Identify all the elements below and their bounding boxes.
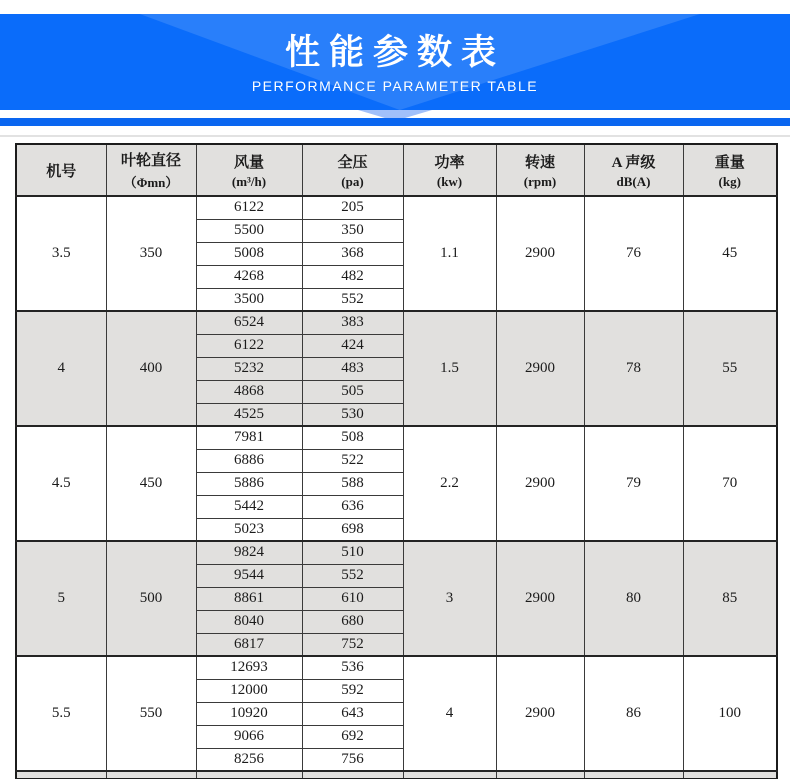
cell-noise: 86 <box>584 656 683 771</box>
cell-speed: 2900 <box>496 311 584 426</box>
column-header-diameter <box>106 144 196 196</box>
cell-diameter: 500 <box>106 541 196 656</box>
cell-pressure: 698 <box>302 518 403 541</box>
column-header-name: 风量 <box>233 154 264 171</box>
cell-pressure: 508 <box>302 426 403 449</box>
cell-diameter: 350 <box>106 196 196 311</box>
cell-pressure: 610 <box>302 587 403 610</box>
cell-partial <box>16 771 106 779</box>
cell-flow: 3500 <box>196 288 302 311</box>
column-header-name: 重量 <box>714 154 745 171</box>
table-row-partial <box>16 771 777 779</box>
cell-pressure: 636 <box>302 495 403 518</box>
cell-flow: 12693 <box>196 656 302 679</box>
cell-flow: 5500 <box>196 219 302 242</box>
cell-flow: 12000 <box>196 679 302 702</box>
cell-flow: 10920 <box>196 702 302 725</box>
cell-pressure: 552 <box>302 564 403 587</box>
cell-pressure: 752 <box>302 633 403 656</box>
column-header-flow <box>196 144 302 196</box>
cell-flow: 4525 <box>196 403 302 426</box>
cell-noise: 79 <box>584 426 683 541</box>
cell-partial <box>196 771 302 779</box>
cell-model: 5.5 <box>16 656 106 771</box>
cell-pressure: 756 <box>302 748 403 771</box>
column-header-speed <box>496 144 584 196</box>
scan-artifact-line <box>0 135 790 137</box>
table-row <box>16 311 777 334</box>
cell-pressure: 350 <box>302 219 403 242</box>
cell-noise: 78 <box>584 311 683 426</box>
column-header-unit: （Φmn） <box>123 175 179 190</box>
column-header-name: 全压 <box>337 154 368 171</box>
table-row <box>16 541 777 564</box>
column-header-weight <box>683 144 777 196</box>
column-header-pressure <box>302 144 403 196</box>
column-header-unit: (pa) <box>341 173 364 189</box>
cell-flow: 6524 <box>196 311 302 334</box>
column-header-unit: (m³/h) <box>231 173 267 189</box>
cell-flow: 6886 <box>196 449 302 472</box>
cell-pressure: 482 <box>302 265 403 288</box>
page-subtitle: PERFORMANCE PARAMETER TABLE <box>251 77 539 94</box>
cell-flow: 9544 <box>196 564 302 587</box>
cell-weight: 55 <box>683 311 777 426</box>
cell-partial <box>683 771 777 779</box>
cell-flow: 5023 <box>196 518 302 541</box>
cell-speed: 2900 <box>496 426 584 541</box>
cell-weight: 85 <box>683 541 777 656</box>
cell-power: 1.5 <box>403 311 496 426</box>
column-header-unit: (rpm) <box>523 173 557 189</box>
cell-diameter: 400 <box>106 311 196 426</box>
cell-flow: 6122 <box>196 196 302 219</box>
cell-flow: 5442 <box>196 495 302 518</box>
column-header-power <box>403 144 496 196</box>
cell-model: 3.5 <box>16 196 106 311</box>
performance-table-head <box>16 144 777 196</box>
cell-pressure: 552 <box>302 288 403 311</box>
cell-diameter: 550 <box>106 656 196 771</box>
cell-speed: 2900 <box>496 196 584 311</box>
page-title: 性能参数表 <box>284 33 505 72</box>
cell-partial <box>302 771 403 779</box>
cell-pressure: 205 <box>302 196 403 219</box>
column-header-unit: (kg) <box>718 173 741 189</box>
cell-power: 1.1 <box>403 196 496 311</box>
cell-flow: 7981 <box>196 426 302 449</box>
cell-model: 4 <box>16 311 106 426</box>
cell-pressure: 592 <box>302 679 403 702</box>
column-header-unit: dB(A) <box>616 173 651 189</box>
cell-speed: 2900 <box>496 541 584 656</box>
column-header-name: 功率 <box>434 154 465 171</box>
cell-pressure: 424 <box>302 334 403 357</box>
cell-flow: 8256 <box>196 748 302 771</box>
cell-partial <box>403 771 496 779</box>
column-header-name: 转速 <box>524 154 555 171</box>
table-row <box>16 656 777 679</box>
performance-table <box>15 143 778 779</box>
cell-weight: 100 <box>683 656 777 771</box>
cell-pressure: 505 <box>302 380 403 403</box>
cell-power: 4 <box>403 656 496 771</box>
cell-partial <box>584 771 683 779</box>
cell-pressure: 510 <box>302 541 403 564</box>
cell-flow: 5886 <box>196 472 302 495</box>
cell-flow: 9066 <box>196 725 302 748</box>
cell-pressure: 530 <box>302 403 403 426</box>
cell-flow: 4868 <box>196 380 302 403</box>
column-header-name: 机号 <box>46 163 77 180</box>
cell-noise: 80 <box>584 541 683 656</box>
column-header-noise <box>584 144 683 196</box>
cell-flow: 6817 <box>196 633 302 656</box>
cell-pressure: 588 <box>302 472 403 495</box>
cell-noise: 76 <box>584 196 683 311</box>
column-header-unit: (kw) <box>436 173 463 189</box>
cell-flow: 8861 <box>196 587 302 610</box>
cell-model: 4.5 <box>16 426 106 541</box>
cell-flow: 6122 <box>196 334 302 357</box>
cell-pressure: 536 <box>302 656 403 679</box>
cell-partial <box>106 771 196 779</box>
cell-power: 3 <box>403 541 496 656</box>
cell-diameter: 450 <box>106 426 196 541</box>
column-header-name: 叶轮直径 <box>120 153 181 169</box>
cell-pressure: 692 <box>302 725 403 748</box>
divider-bar <box>0 118 790 126</box>
table-row <box>16 196 777 219</box>
header-row <box>16 144 777 196</box>
cell-weight: 45 <box>683 196 777 311</box>
cell-flow: 5008 <box>196 242 302 265</box>
cell-flow: 5232 <box>196 357 302 380</box>
header-banner <box>0 14 790 110</box>
cell-pressure: 368 <box>302 242 403 265</box>
cell-pressure: 522 <box>302 449 403 472</box>
cell-flow: 9824 <box>196 541 302 564</box>
cell-power: 2.2 <box>403 426 496 541</box>
cell-pressure: 680 <box>302 610 403 633</box>
cell-pressure: 643 <box>302 702 403 725</box>
cell-partial <box>496 771 584 779</box>
cell-pressure: 483 <box>302 357 403 380</box>
column-header-name: A 声级 <box>611 154 656 171</box>
column-header-model <box>16 144 106 196</box>
table-row <box>16 426 777 449</box>
cell-flow: 8040 <box>196 610 302 633</box>
cell-speed: 2900 <box>496 656 584 771</box>
cell-weight: 70 <box>683 426 777 541</box>
cell-flow: 4268 <box>196 265 302 288</box>
cell-model: 5 <box>16 541 106 656</box>
cell-pressure: 383 <box>302 311 403 334</box>
performance-table-body <box>16 196 777 779</box>
